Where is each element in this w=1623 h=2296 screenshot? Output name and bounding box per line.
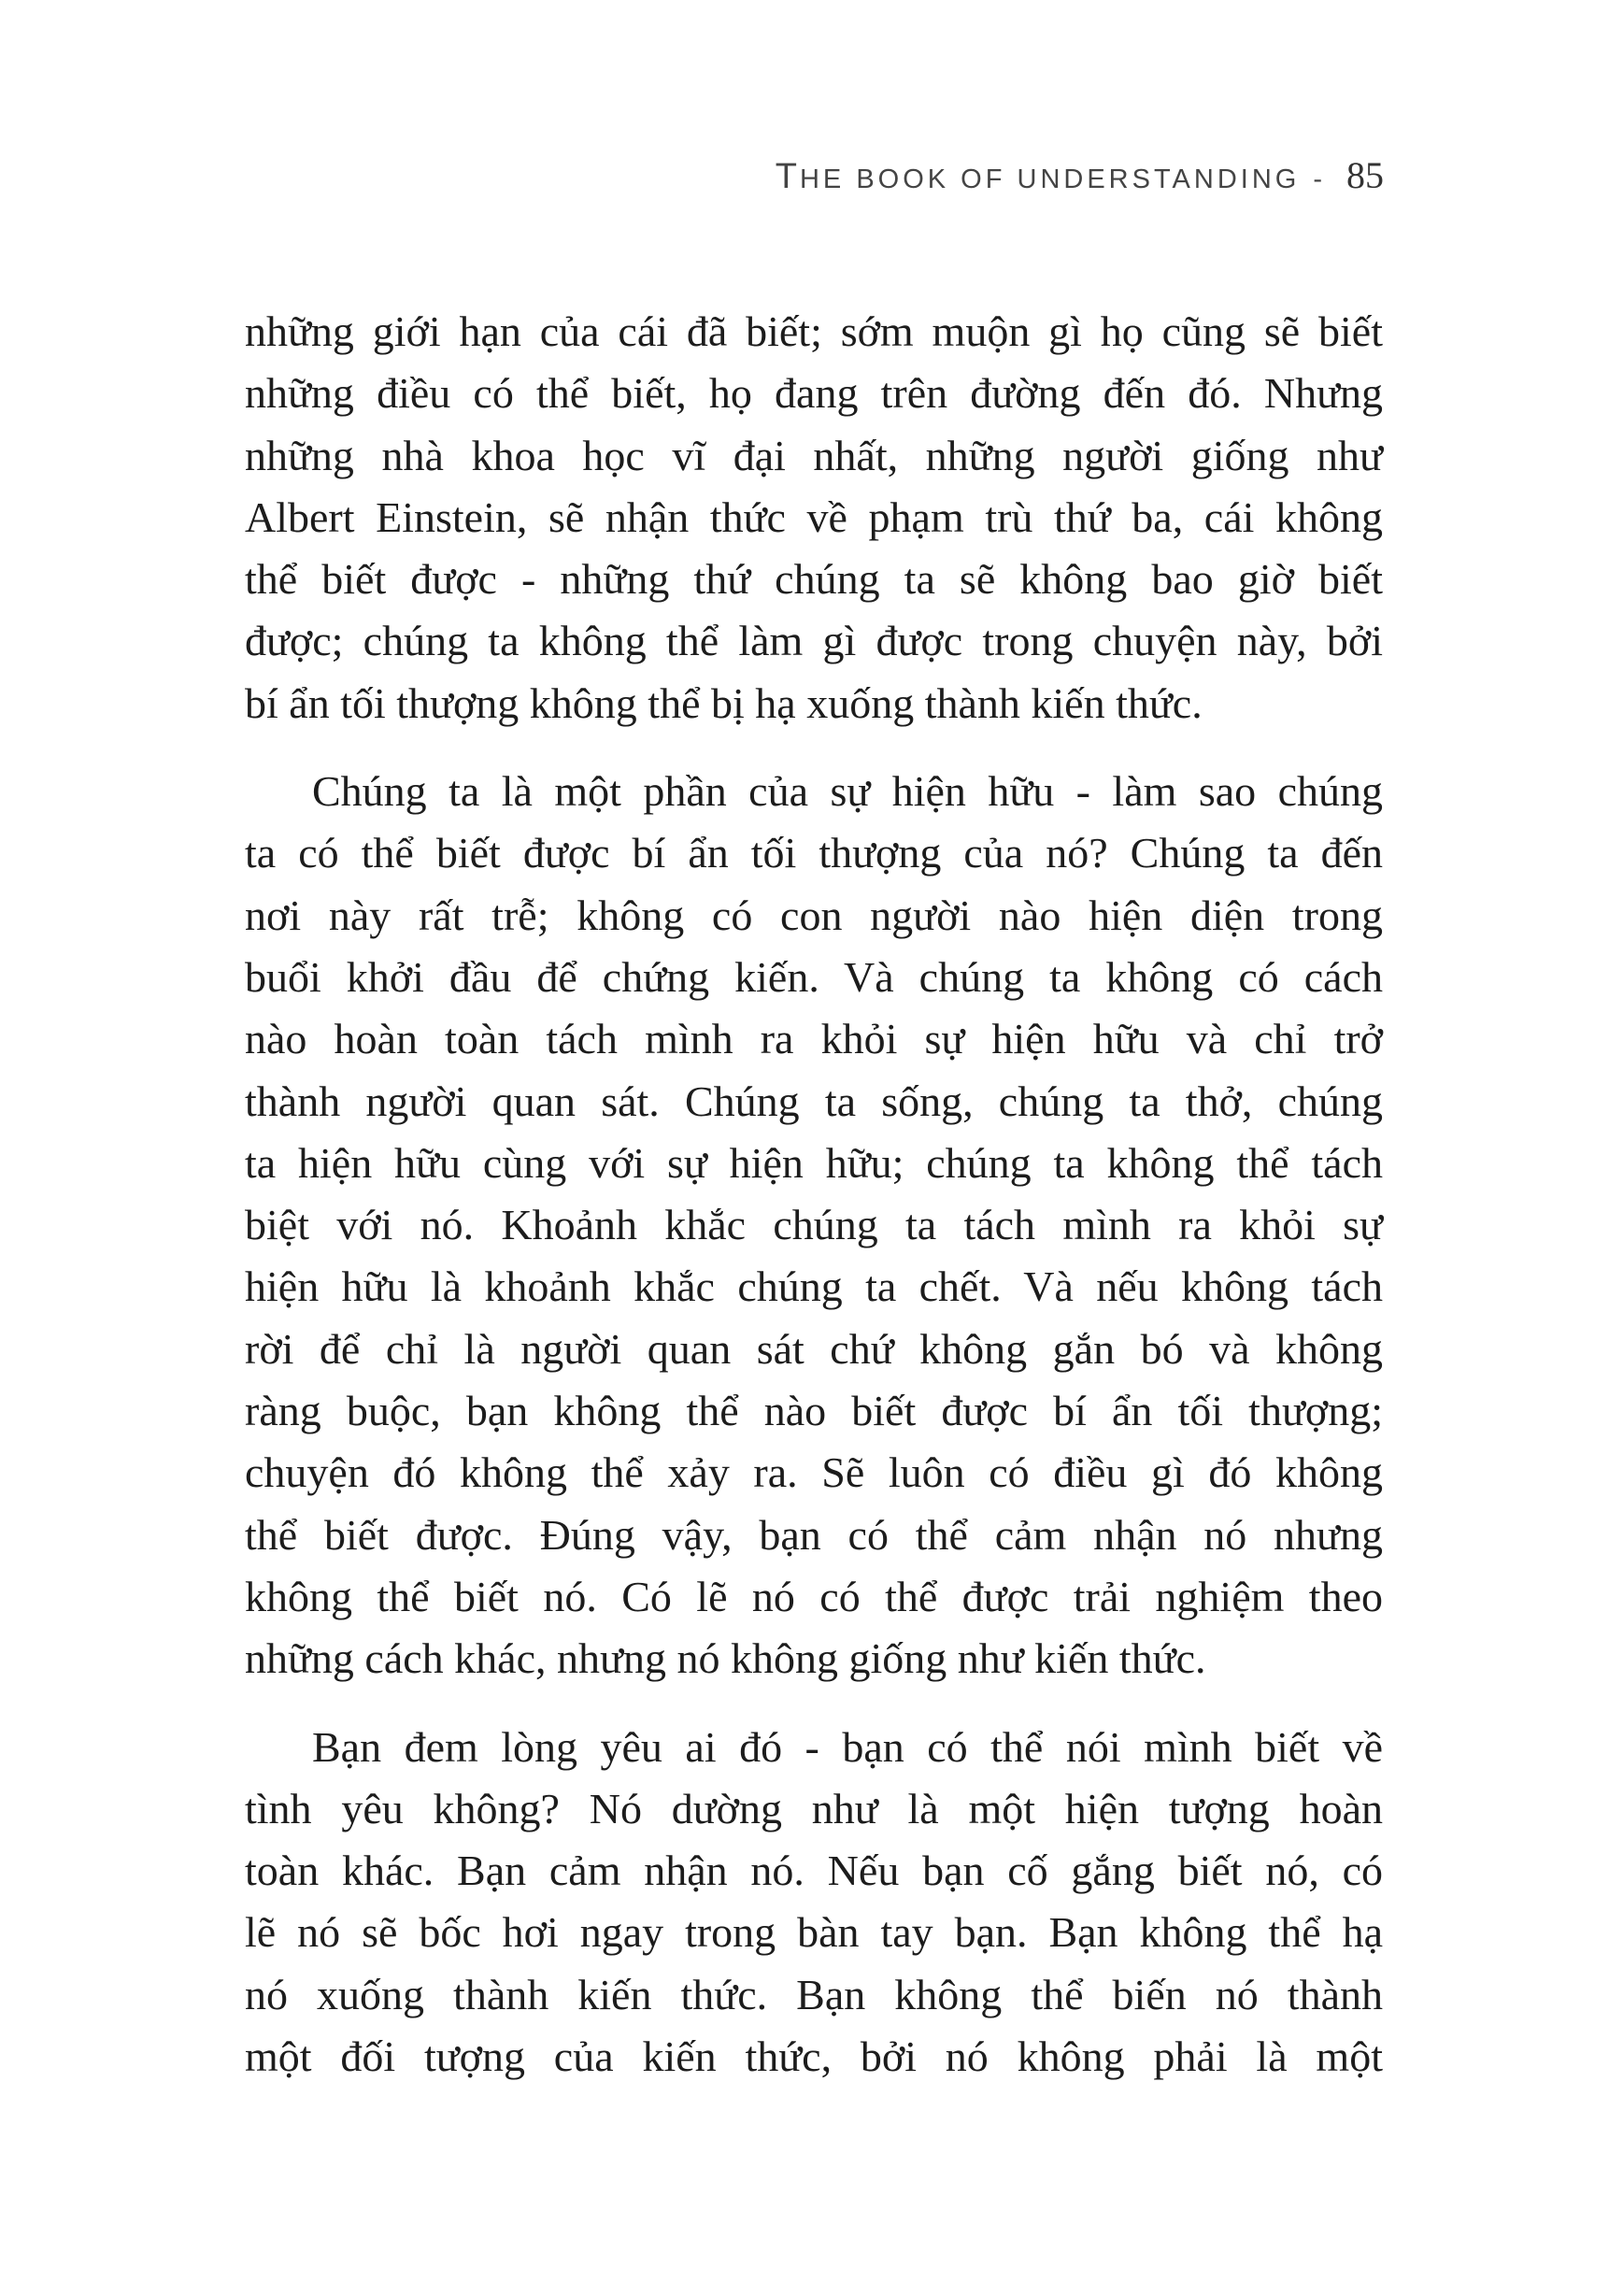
text-line: toàn khác. Bạn cảm nhận nó. Nếu bạn cố gắng biết nó, có xyxy=(245,1847,1383,1895)
text-line: bí ẩn tối thượng không thể bị hạ xuống thành kiến thức. xyxy=(245,678,1203,727)
text-line: tình yêu không? Nó dường như là một hiện tượng hoàn xyxy=(245,1784,1383,1833)
text-line: những giới hạn của cái đã biết; sớm muộn gì họ cũng sẽ biết xyxy=(245,307,1383,355)
text-line: nào hoàn toàn tách mình ra khỏi sự hiện hữu và chỉ trở xyxy=(245,1015,1383,1063)
text-line: hiện hữu là khoảnh khắc chúng ta chết. Và nếu không tách xyxy=(245,1262,1383,1311)
running-header xyxy=(775,154,1384,198)
text-line: không thể biết nó. Có lẽ nó có thể được trải nghiệm theo xyxy=(245,1572,1383,1620)
text-line: Chúng ta là một phần của sự hiện hữu - làm sao chúng xyxy=(312,767,1383,816)
text-line: Albert Einstein, sẽ nhận thức về phạm trù thứ ba, cái không xyxy=(245,492,1383,541)
body-text xyxy=(245,301,1383,2088)
header-title-initial: T xyxy=(775,157,800,196)
text-line: ta hiện hữu cùng với sự hiện hữu; chúng ta không thể tách xyxy=(245,1138,1383,1187)
text-line: rời để chỉ là người quan sát chứ không gắn bó và không xyxy=(245,1324,1383,1373)
text-line: ta có thể biết được bí ẩn tối thượng của nó? Chúng ta đến xyxy=(245,829,1383,877)
text-line: buổi khởi đầu để chứng kiến. Và chúng ta không có cách xyxy=(245,952,1383,1001)
paragraph-2 xyxy=(245,761,1383,1690)
text-line: thành người quan sát. Chúng ta sống, chúng ta thở, chúng xyxy=(245,1077,1383,1125)
header-separator: - xyxy=(1313,164,1326,194)
text-line: những điều có thể biết, họ đang trên đường đến đó. Nhưng xyxy=(245,369,1383,418)
text-line: ràng buộc, bạn không thể nào biết được bí ẩn tối thượng; xyxy=(245,1387,1383,1435)
text-line: biệt với nó. Khoảnh khắc chúng ta tách mình ra khỏi sự xyxy=(245,1201,1383,1249)
text-line: được; chúng ta không thể làm gì được trong chuyện này, bởi xyxy=(245,617,1383,665)
text-line: những nhà khoa học vĩ đại nhất, những người giống như xyxy=(245,431,1383,479)
text-line: một đối tượng của kiến thức, bởi nó không phải là một xyxy=(245,2032,1383,2081)
text-line: lẽ nó sẽ bốc hơi ngay trong bàn tay bạn. Bạn không thể hạ xyxy=(245,1908,1383,1957)
paragraph-1 xyxy=(245,301,1383,734)
text-line: những cách khác, nhưng nó không giống như kiến thức. xyxy=(245,1634,1206,1683)
text-line: chuyện đó không thể xảy ra. Sẽ luôn có điều gì đó không xyxy=(245,1448,1383,1497)
text-line: thể biết được - những thứ chúng ta sẽ không bao giờ biết xyxy=(245,555,1383,604)
header-title: HE BOOK OF UNDERSTANDING xyxy=(799,164,1301,194)
text-line: Bạn đem lòng yêu ai đó - bạn có thể nói mình biết về xyxy=(312,1722,1383,1771)
text-line: thể biết được. Đúng vậy, bạn có thể cảm nhận nó nhưng xyxy=(245,1510,1383,1559)
text-line: nơi này rất trễ; không có con người nào hiện diện trong xyxy=(245,891,1383,939)
paragraph-3 xyxy=(245,1717,1383,2089)
page-number: 85 xyxy=(1346,154,1384,196)
text-line: nó xuống thành kiến thức. Bạn không thể biến nó thành xyxy=(245,1970,1383,2018)
